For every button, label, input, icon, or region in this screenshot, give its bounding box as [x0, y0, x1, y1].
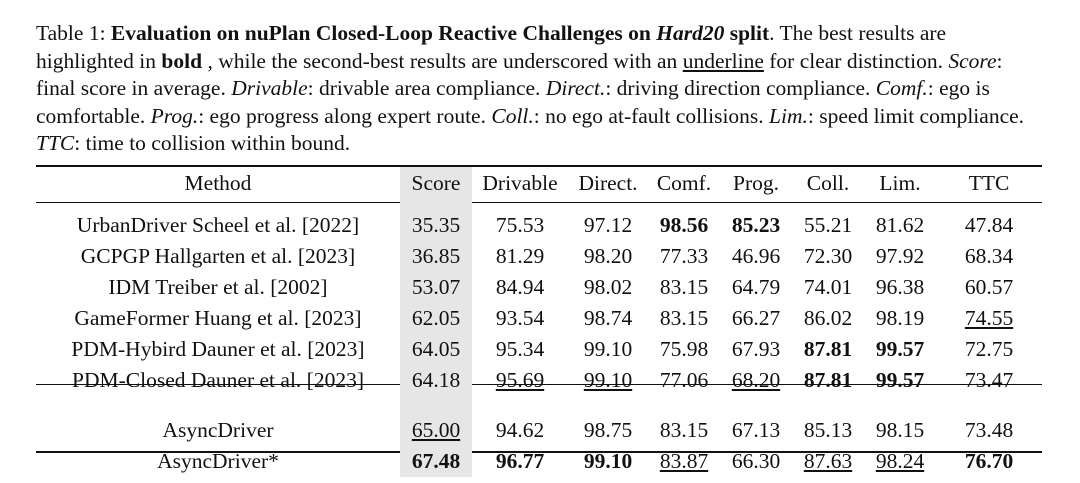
coll-value: 55.21: [803, 213, 853, 237]
header-prog: Prog.: [733, 171, 779, 195]
table-row: [36, 272, 1042, 303]
caption-split: Hard20: [656, 21, 725, 45]
lim-cell: [864, 303, 936, 334]
lim-value: 99.57: [875, 368, 925, 392]
prog-cell: [720, 241, 792, 272]
table-caption: Table 1: Evaluation on nuPlan Closed-Loop Reactive Challenges on Hard20 split. The best results are highlighted in bold , while the second-best results are underscored with an underline for clear distinction. Score: final score in average. Drivable: drivable area compliance. Direct.: driving direction compliance. Comf.: ego is comfortable. Prog.: ego progress along expert route. Coll.: no ego at-fault collisions. Lim.: speed limit compliance. TTC: time to collision within bound.: [36, 21, 1025, 156]
prog-value: 68.20: [731, 368, 781, 392]
score-cell: [400, 272, 472, 303]
spacer-row: [36, 477, 1042, 483]
prog-value: 67.93: [731, 337, 781, 361]
drivable-cell: [472, 365, 568, 396]
direct-value: 98.20: [583, 244, 633, 268]
lim-value: 98.19: [875, 306, 925, 330]
drivable-value: 95.34: [495, 337, 545, 361]
prog-value: 85.23: [731, 213, 781, 237]
ttc-cell: [936, 365, 1042, 396]
ttc-value: 72.75: [964, 337, 1014, 361]
table-row: [36, 334, 1042, 365]
lim-cell: [864, 210, 936, 241]
prog-value: 67.13: [731, 418, 781, 442]
score-value: 35.35: [411, 213, 461, 237]
comf-cell: [648, 272, 720, 303]
score-value: 62.05: [411, 306, 461, 330]
coll-cell: [792, 446, 864, 477]
score-value: 64.05: [411, 337, 461, 361]
prog-value: 46.96: [731, 244, 781, 268]
lim-cell: [864, 272, 936, 303]
prog-value: 64.79: [731, 275, 781, 299]
comf-value: 77.06: [659, 368, 709, 392]
score-cell: [400, 210, 472, 241]
score-cell: [400, 334, 472, 365]
lim-value: 97.92: [875, 244, 925, 268]
comf-cell: [648, 303, 720, 334]
comf-cell: [648, 210, 720, 241]
table-row: [36, 210, 1042, 241]
comf-value: 83.15: [659, 418, 709, 442]
lim-value: 98.24: [875, 449, 925, 473]
coll-value: 87.81: [803, 368, 853, 392]
ttc-cell: [936, 303, 1042, 334]
ttc-value: 73.47: [964, 368, 1014, 392]
drivable-value: 95.69: [495, 368, 545, 392]
score-value: 67.48: [411, 449, 461, 473]
drivable-value: 75.53: [495, 213, 545, 237]
ttc-cell: [936, 210, 1042, 241]
header-drivable: Drivable: [482, 171, 558, 195]
ttc-cell: [936, 415, 1042, 446]
comf-value: 75.98: [659, 337, 709, 361]
direct-cell: [568, 210, 648, 241]
header-score: Score: [400, 167, 472, 200]
ttc-value: 74.55: [964, 306, 1014, 330]
direct-cell: [568, 334, 648, 365]
lim-value: 81.62: [875, 213, 925, 237]
header-coll: Coll.: [806, 171, 850, 195]
direct-cell: [568, 272, 648, 303]
header-method: Method: [184, 171, 252, 195]
score-cell: [400, 446, 472, 477]
drivable-value: 94.62: [495, 418, 545, 442]
score-value: 65.00: [411, 418, 461, 442]
method-cell: AsyncDriver: [162, 418, 274, 442]
coll-cell: [792, 241, 864, 272]
direct-value: 98.75: [583, 418, 633, 442]
ttc-cell: [936, 241, 1042, 272]
ttc-value: 47.84: [964, 213, 1014, 237]
header-row: [36, 167, 1042, 200]
prog-cell: [720, 334, 792, 365]
coll-cell: [792, 415, 864, 446]
coll-value: 87.63: [803, 449, 853, 473]
method-cell: PDM-Closed Dauner et al. [2023]: [72, 368, 364, 392]
caption-bold-word: bold: [161, 48, 203, 73]
prog-cell: [720, 210, 792, 241]
direct-value: 99.10: [583, 337, 633, 361]
coll-value: 87.81: [803, 337, 853, 361]
direct-cell: [568, 303, 648, 334]
score-cell: [400, 365, 472, 396]
table-row: [36, 365, 1042, 396]
comf-value: 83.15: [659, 275, 709, 299]
results-body: [36, 200, 1042, 483]
method-cell: GameFormer Huang et al. [2023]: [74, 306, 362, 330]
ttc-value: 76.70: [964, 449, 1014, 473]
lim-cell: [864, 241, 936, 272]
table-row: [36, 303, 1042, 334]
score-cell: [400, 303, 472, 334]
coll-value: 85.13: [803, 418, 853, 442]
header-lim: Lim.: [879, 171, 921, 195]
ttc-value: 68.34: [964, 244, 1014, 268]
score-value: 64.18: [411, 368, 461, 392]
prog-cell: [720, 415, 792, 446]
ttc-value: 60.57: [964, 275, 1014, 299]
coll-cell: [792, 303, 864, 334]
header-comf: Comf.: [656, 171, 712, 195]
score-value: 53.07: [411, 275, 461, 299]
header-ttc: TTC: [968, 171, 1010, 195]
comf-cell: [648, 241, 720, 272]
lim-cell: [864, 446, 936, 477]
lim-cell: [864, 415, 936, 446]
coll-value: 86.02: [803, 306, 853, 330]
header-direct: Direct.: [578, 171, 638, 195]
lim-cell: [864, 365, 936, 396]
results-table: [36, 167, 1042, 483]
direct-value: 98.02: [583, 275, 633, 299]
direct-cell: [568, 365, 648, 396]
coll-cell: [792, 210, 864, 241]
table-row: [36, 415, 1042, 446]
prog-cell: [720, 446, 792, 477]
drivable-cell: [472, 210, 568, 241]
direct-value: 97.12: [583, 213, 633, 237]
method-cell: AsyncDriver*: [157, 449, 279, 473]
drivable-cell: [472, 241, 568, 272]
prog-value: 66.30: [731, 449, 781, 473]
prog-cell: [720, 365, 792, 396]
score-value: 36.85: [411, 244, 461, 268]
drivable-value: 84.94: [495, 275, 545, 299]
drivable-value: 81.29: [495, 244, 545, 268]
comf-cell: [648, 446, 720, 477]
comf-value: 83.15: [659, 306, 709, 330]
coll-cell: [792, 272, 864, 303]
lim-value: 98.15: [875, 418, 925, 442]
table-row: [36, 241, 1042, 272]
method-cell: IDM Treiber et al. [2002]: [108, 275, 328, 299]
caption-prefix: Table 1:: [36, 21, 111, 45]
prog-value: 66.27: [731, 306, 781, 330]
drivable-cell: [472, 272, 568, 303]
drivable-cell: [472, 303, 568, 334]
direct-cell: [568, 446, 648, 477]
ttc-cell: [936, 272, 1042, 303]
method-cell: UrbanDriver Scheel et al. [2022]: [76, 213, 360, 237]
caption-underline-word: underline: [682, 48, 764, 73]
prog-cell: [720, 272, 792, 303]
comf-value: 77.33: [659, 244, 709, 268]
ttc-value: 73.48: [964, 418, 1014, 442]
drivable-value: 96.77: [495, 449, 545, 473]
drivable-value: 93.54: [495, 306, 545, 330]
comf-value: 98.56: [659, 213, 709, 237]
coll-value: 72.30: [803, 244, 853, 268]
score-cell: [400, 415, 472, 446]
drivable-cell: [472, 415, 568, 446]
ttc-cell: [936, 446, 1042, 477]
method-cell: GCPGP Hallgarten et al. [2023]: [80, 244, 356, 268]
coll-cell: [792, 365, 864, 396]
direct-value: 99.10: [583, 449, 633, 473]
direct-cell: [568, 241, 648, 272]
comf-value: 83.87: [659, 449, 709, 473]
ttc-cell: [936, 334, 1042, 365]
comf-cell: [648, 334, 720, 365]
lim-value: 99.57: [875, 337, 925, 361]
coll-cell: [792, 334, 864, 365]
group-gap-row: [36, 396, 1042, 415]
score-cell: [400, 241, 472, 272]
direct-cell: [568, 415, 648, 446]
drivable-cell: [472, 446, 568, 477]
comf-cell: [648, 365, 720, 396]
direct-value: 98.74: [583, 306, 633, 330]
comf-cell: [648, 415, 720, 446]
drivable-cell: [472, 334, 568, 365]
direct-value: 99.10: [583, 368, 633, 392]
caption-title: Evaluation on nuPlan Closed-Loop Reactive Challenges on Hard20 split: [110, 21, 770, 45]
spacer-row: [36, 200, 1042, 210]
table-row: [36, 446, 1042, 477]
prog-cell: [720, 303, 792, 334]
lim-value: 96.38: [875, 275, 925, 299]
lim-cell: [864, 334, 936, 365]
method-cell: PDM-Hybird Dauner et al. [2023]: [71, 337, 365, 361]
coll-value: 74.01: [803, 275, 853, 299]
